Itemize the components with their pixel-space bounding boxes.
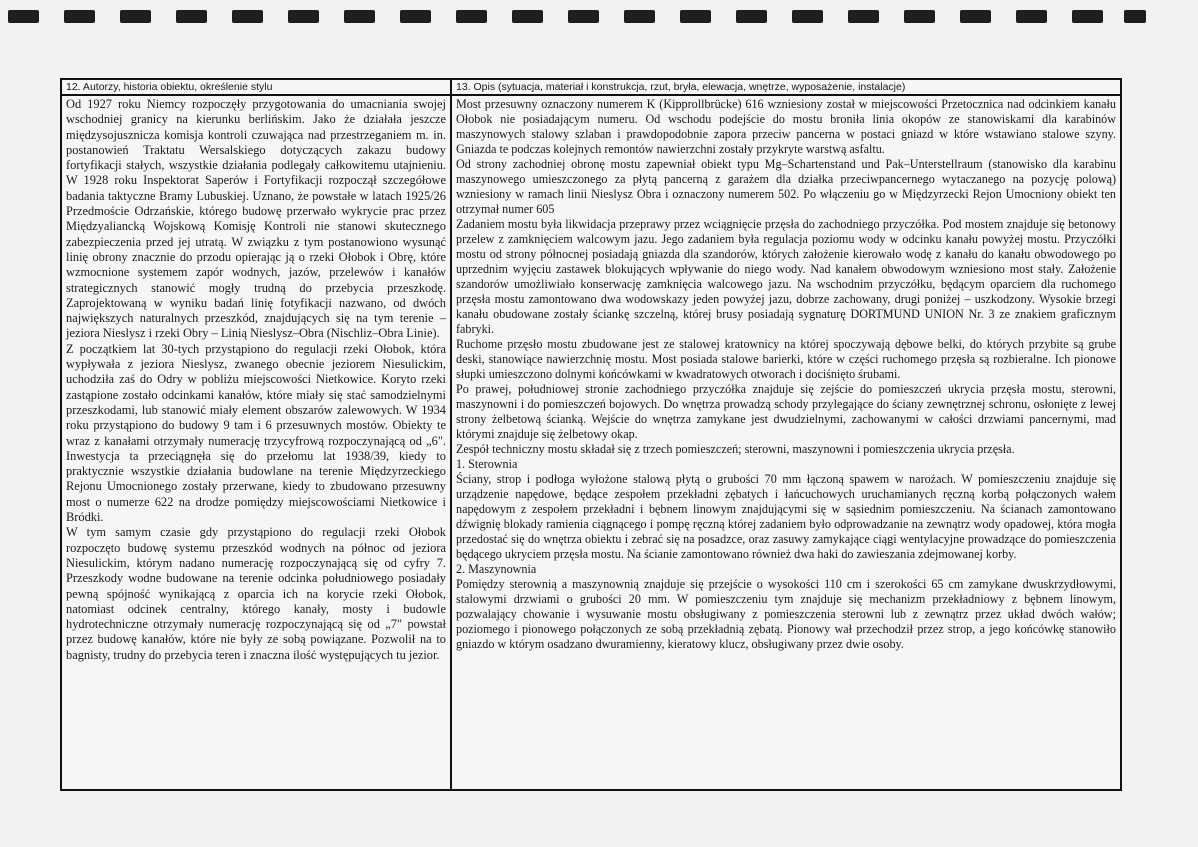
binding-hole	[232, 10, 263, 23]
binding-hole	[848, 10, 879, 23]
description-paragraph: Ściany, strop i podłoga wyłożone stalową płytą o grubości 70 mm łączoną spawem w narożach. W pomieszczeniu znajduje się urządzenie napędowe, będące zespołem przekładni zębatych i łańcuchowych uruchamianych ręczną korbą połączonych wałem napędowym z zespołem przekładni i bębnem linowym znajdującymi się w sąsiednim pomieszczeniu. Na ścianach zamontowano dźwignię blokady ramienia ciągnącego i pompę ręczną której zadaniem było odprowadzanie na zewnątrz wody opadowej, która mogła przedostać się do wnętrza obiektu i zebrać się na posadzce, oraz zasuwy zamykające ciągi wentylacyjne prowadzące do pomieszczenia będącego ukryciem przęsła mostu. Na ścianie zamontowano również dwa haki do zawieszania zdejmowanej korby.	[456, 472, 1116, 561]
binding-hole	[1016, 10, 1047, 23]
description-paragraph: Od strony zachodniej obronę mostu zapewniał obiekt typu Mg–Schartenstand und Pak–Unterstellraum (stanowisko dla karabinu maszynowego umieszczonego za płytą pancerną z garażem dla działka przeciwpancernego wytaczanego na pozycję polową) wzniesiony w ramach linii Nieslysz Obra i oznaczony numerem 502. Po włączeniu go w Międzyrzecki Rejon Umocniony obiekt ten otrzymał numer 605	[456, 157, 1116, 216]
binding-hole	[1072, 10, 1103, 23]
history-body	[62, 96, 450, 789]
description-paragraph: Po prawej, południowej stronie zachodniego przyczółka znajduje się zejście do pomieszczeń ukrycia przęsła mostu, sterowni, maszynowni i do pomieszczeń bojowych. Do wnętrza prowadzą schody przylegające do ściany zewnętrznej schronu, osłonięte z lewej strony żelbetową ścianką. Wejście do wnętrza zamykane jest dwudzielnymi, zachowanymi w całości drzwiami pancernymi, mad którymi znajduje się żelbetowy okap.	[456, 382, 1116, 441]
binding-hole	[680, 10, 711, 23]
binding-hole	[176, 10, 207, 23]
section-heading-sterownia: 1. Sterownia	[456, 457, 518, 471]
binding-hole	[400, 10, 431, 23]
binding-hole	[736, 10, 767, 23]
description-paragraph: Most przesuwny oznaczony numerem K (Kipprollbrücke) 616 wzniesiony został w miejscowości Przetocznica nad odcinkiem kanału Ołobok nie posiadającym numeru. Od wschodu podejście do mostu broniła linia okopów ze stanowiskami dla karabinów maszynowych stalowy szlaban i prawdopodobnie zapora przeciw pancerna w postaci gniazd w które wstawiano stalowe szyny. Gniazda te podczas kolejnych remontów nawierzchni zostały przykryte warstwą asfaltu.	[456, 97, 1116, 156]
description-paragraph: Zespół techniczny mostu składał się z trzech pomieszczeń; sterowni, maszynowni i pomieszczenia ukrycia przęsła.	[456, 442, 1015, 456]
binding-hole	[456, 10, 487, 23]
binding-hole	[120, 10, 151, 23]
binding-hole	[512, 10, 543, 23]
history-paragraph: Z początkiem lat 30-tych przystąpiono do regulacji rzeki Ołobok, która wypływała z jeziora Nieslysz, zwanego obecnie jeziorem Niesulickim, uchodziła zaś do Odry w pobliżu miejscowości Nietkowice. Koryto rzeki zastąpione zostało odcinkami kanałów, które miały się stać samodzielnymi przeszkodami, lub stanowić miały element obszarów zalewowych. W 1934 roku przystąpiono do budowy 9 tam i 6 przesuwnych mostów. Obiekty te wraz z kanałami otrzymały numerację trzycyfrową rozpoczynającą od „6". Inwestycja ta przeciągnęła się do przełomu lat 1938/39, kiedy to praktycznie wszystkie działania budowlane na terenie Międzyrzeckiego Rejonu Umocnionego zostały przerwane, kiedy to zbudowano przesuwny most o numerze 622 na drodze pomiędzy miejscowościami Nietkowice i Bródki.	[66, 341, 446, 525]
description-body	[452, 96, 1120, 789]
binding-hole	[344, 10, 375, 23]
binding-hole	[1124, 10, 1146, 23]
section-heading-maszynownia: 2. Maszynownia	[456, 562, 537, 576]
description-paragraph: Pomiędzy sterownią a maszynownią znajduje się przejście o wysokości 110 cm i szerokości 65 cm zamykane dwuskrzydłowymi, stalowymi drzwiami o grubości 20 mm. W pomieszczeniu tym znajduje się mechanizm przekładniowy z bębnem linowym, pozwalający chowanie i wysuwanie mostu obsługiwany z pomieszczenia sterowni lub z zewnątrz przez układ dwóch wałów; poziomego i pionowego połączonych ze sobą przekładnią zębatą. Pionowy wał przechodził przez strop, a jego końcówkę stanowiło gniazdo w którym osadzano dwuramienny, kieratowy klucz, obsługiwany przez dwie osoby.	[456, 577, 1116, 651]
binding-hole	[792, 10, 823, 23]
binding-holes	[0, 6, 1198, 28]
history-header: 12. Autorzy, historia obiektu, określenie stylu	[62, 80, 450, 96]
description-paragraph: Ruchome przęsło mostu zbudowane jest ze stalowej kratownicy na której spoczywają dębowe belki, do których przybite są grube deski, stanowiące nawierzchnię mostu. Most posiada stalowe barierki, które w części ruchomego przęsła są rozbieralne. Ich pionowe słupki umieszczono dolnymi końcówkami w kwadratowych otworach i dociśnięto śrubami.	[456, 337, 1116, 381]
binding-hole	[960, 10, 991, 23]
description-header: 13. Opis (sytuacja, materiał i konstrukcja, rzut, bryła, elewacja, wnętrze, wyposażenie, instalacje)	[452, 80, 1120, 96]
binding-hole	[288, 10, 319, 23]
description-column	[452, 80, 1120, 789]
document-table	[60, 78, 1122, 791]
binding-hole	[568, 10, 599, 23]
binding-hole	[624, 10, 655, 23]
history-column	[62, 80, 452, 789]
binding-hole	[904, 10, 935, 23]
history-paragraph: W tym samym czasie gdy przystąpiono do regulacji rzeki Ołobok rozpoczęto budowę systemu przeszkód wodnych na północ od jeziora Niesulickim, którym nadano numerację rozpoczynającą się od cyfry 7. Przeszkody wodne budowane na terenie odcinka południowego posiadały pewną spójność wynikającą z oparcia ich na korycie rzeki Ołobok, natomiast odcinek centralny, którego kanały, mosty i budowle hydrotechniczne otrzymały numerację rozpoczynającą się od „7" powstał przez budowę kanałów, które nie były ze sobą powiązane. Pozwolił na to bagnisty, trudny do przebycia teren i znaczna ilość występujących tu jezior.	[66, 525, 446, 662]
history-paragraph: Od 1927 roku Niemcy rozpoczęły przygotowania do umacniania swojej wschodniej granicy na kierunku berlińskim. Jako że działała jeszcze międzysojusznicza komisja kontroli czuwająca nad przestrzeganiem m. in. postanowień Traktatu Wersalskiego dotyczących zakazu budowy fortyfikacji stałych, wszystkie działania podlegały całkowitemu utajnieniu. W 1928 roku Inspektorat Saperów i Fortyfikacji rozpoczął szczegółowe badania taktyczne Bramy Lubuskiej. Uznano, że powstałe w latach 1925/26 Przedmoście Odrzańskie, którego budowę przerwało wykrycie prac przez Międzyaliancką Wojskową Komisję Kontroli nie stanowi skutecznego zabezpieczenia przed jej utratą. W związku z tym postanowiono wysunąć linię obrony znacznie do przodu opierając ją o rzeki Ołobok i Obrę, które wzmocnione systemem zapór wodnych, jazów, przelewów i kanałów strategicznych stanowić mogły trudną do przebycia przeszkodę. Zaprojektowaną w wyniku badań linię fotyfikacji nazwano, od dwóch największych naturalnych przeszkód, znajdujących się na tym terenie – jeziora Nieslysz i rzeki Obry – Linią Nieslysz–Obra (Nischliz–Obra Linie).	[66, 97, 446, 341]
binding-hole	[8, 10, 39, 23]
description-paragraph: Zadaniem mostu była likwidacja przeprawy przez wciągnięcie przęsła do zachodniego przyczółka. Pod mostem znajduje się betonowy przelew z zamknięciem walcowym jazu. Jego zadaniem była regulacja poziomu wody w odcinku kanału powyżej mostu. Przyczółki mostu od strony północnej posiadają gniazda dla szandorów, których założenie kierowało wodę z kanału do kanału obwodowego po uprzednim wyjęciu zastawek blokujących wpływanie do niego wody. Nad kanałem obwodowym wzniesiono most stały. Założenie szandorów umożliwiało konserwację zamknięcia walcowego jazu. Na wschodnim przyczółku, będącym oparciem dla ruchomego przęsła mostu zamontowano dwa wodowskazy jeden powyżej jazu, dobrze zachowany, drugi poniżej – uszkodzony. Wysokie brzegi kanału obudowane zostały ściankę szczelną, której brusy posiadają sygnaturę DORTMUND UNION Nr. 3 ze znakiem graficznym fabryki.	[456, 217, 1116, 336]
binding-hole	[64, 10, 95, 23]
